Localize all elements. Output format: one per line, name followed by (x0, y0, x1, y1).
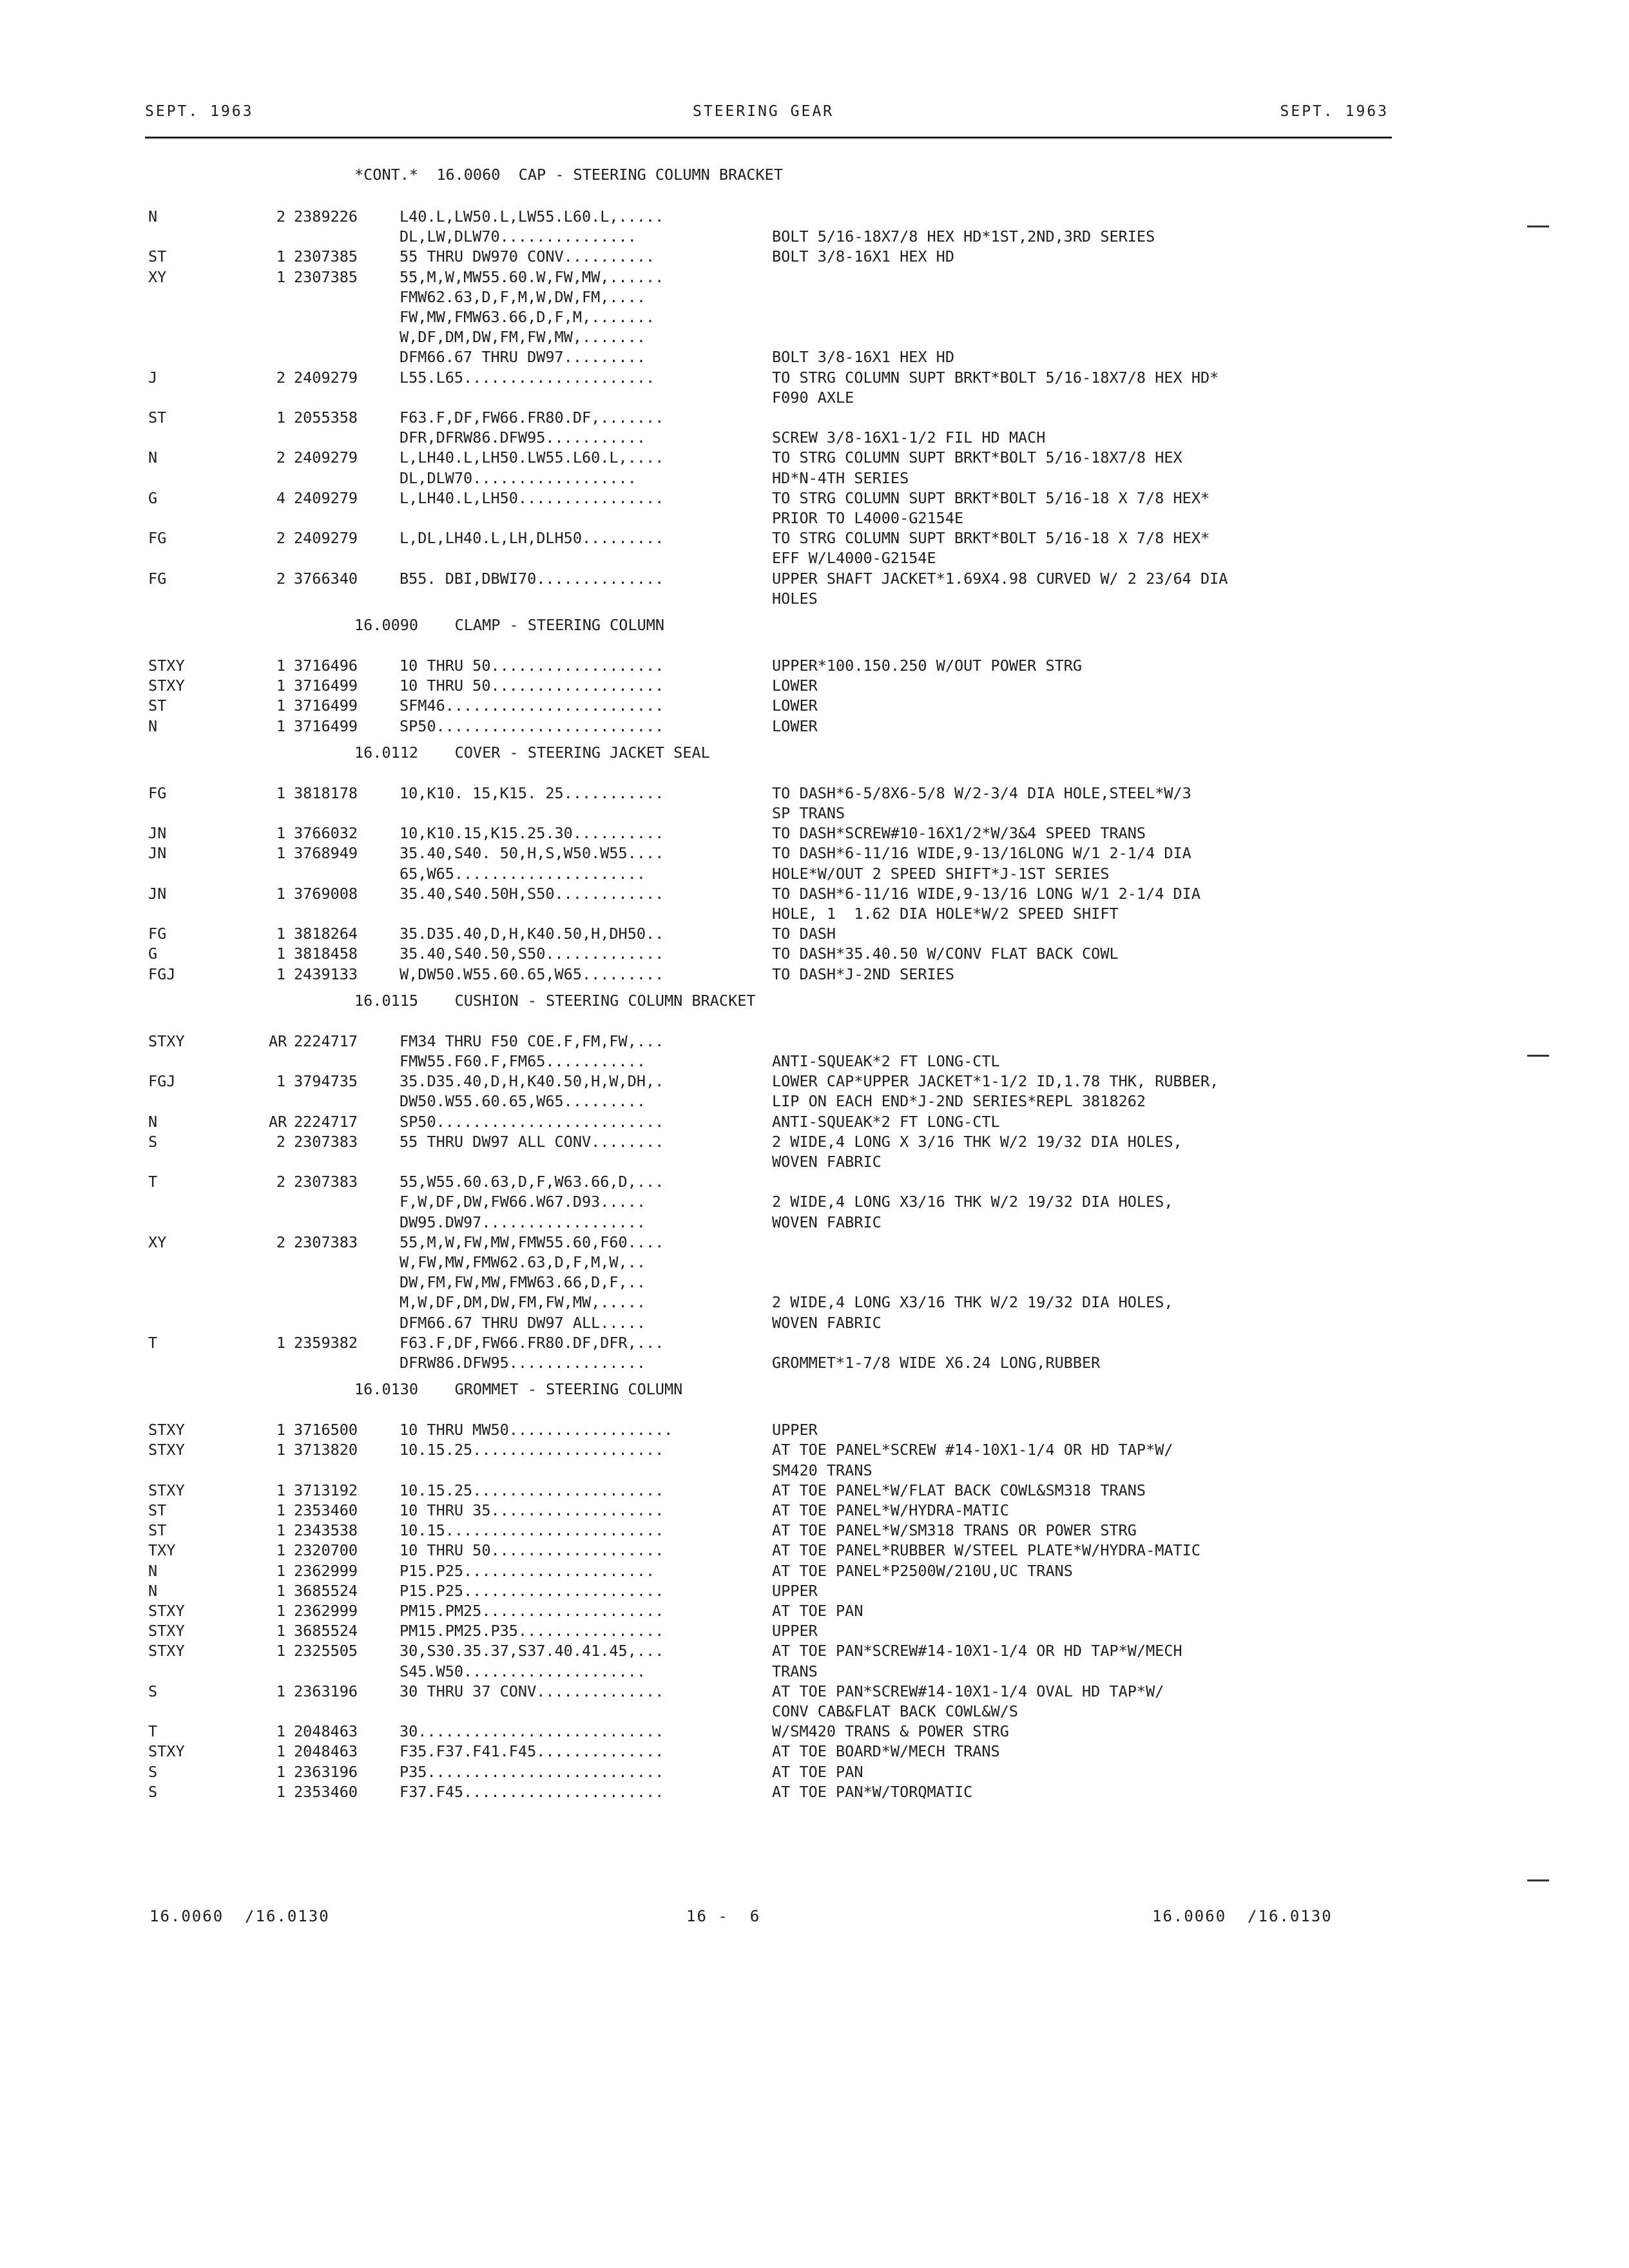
section-heading: 16.0090 CLAMP - STEERING COLUMN (354, 616, 665, 634)
quantity: 1 (276, 945, 285, 963)
model-application: W,FW,MW,FMW62.63,D,F,M,W,.. (400, 1253, 646, 1271)
model-application: PM15.PM25.P35................ (400, 1622, 664, 1640)
model-application: 55,W55.60.63,D,F,W63.66,D,... (400, 1173, 664, 1191)
model-application: 30........................... (400, 1722, 664, 1741)
part-description: EFF W/L4000-G2154E (772, 549, 936, 568)
part-number: 3794735 (294, 1072, 358, 1091)
part-description: AT TOE PAN*W/TORQMATIC (772, 1782, 973, 1801)
part-number: 3685524 (294, 1622, 358, 1640)
model-application: L55.L65..................... (400, 368, 655, 387)
model-code: S (148, 1762, 158, 1781)
model-application: 10 THRU MW50.................. (400, 1421, 673, 1439)
part-description: GROMMET*1-7/8 WIDE X6.24 LONG,RUBBER (772, 1354, 1101, 1372)
part-description: SM420 TRANS (772, 1461, 872, 1479)
model-application: 10.15.25..................... (400, 1441, 664, 1459)
model-application: DL,DLW70.................. (400, 468, 637, 487)
part-number: 2307383 (294, 1233, 358, 1251)
model-application: 35.40,S40.50H,S50............ (400, 884, 664, 903)
model-code: S (148, 1682, 158, 1700)
model-code: G (148, 945, 158, 963)
part-number: 2409279 (294, 448, 358, 467)
model-application: B55. DBI,DBWI70.............. (400, 569, 664, 588)
part-description: AT TOE BOARD*W/MECH TRANS (772, 1742, 1000, 1761)
part-description: AT TOE PANEL*W/FLAT BACK COWL&SM318 TRANS (772, 1481, 1146, 1499)
quantity: 1 (276, 716, 285, 735)
model-application: 30,S30.35.37,S37.40.41.45,... (400, 1642, 664, 1660)
part-number: 2055358 (294, 408, 358, 427)
part-description: TO STRG COLUMN SUPT BRKT*BOLT 5/16-18 X 7/8 HEX* (772, 488, 1210, 507)
part-description: AT TOE PANEL*RUBBER W/STEEL PLATE*W/HYDRA-MATIC (772, 1541, 1200, 1560)
part-description: TRANS (772, 1662, 818, 1680)
section-heading: 16.0130 GROMMET - STEERING COLUMN (354, 1380, 683, 1399)
quantity: 1 (276, 1541, 285, 1560)
model-application: F,W,DF,DW,FW66.W67.D93..... (400, 1193, 646, 1211)
model-code: T (148, 1333, 158, 1352)
part-number: 3768949 (294, 844, 358, 863)
part-description: AT TOE PAN (772, 1762, 863, 1781)
part-description: BOLT 3/8-16X1 HEX HD (772, 348, 954, 367)
part-description: AT TOE PAN*SCREW#14-10X1-1/4 OR HD TAP*W/MECH (772, 1642, 1182, 1660)
model-application: P15.P25...................... (400, 1581, 664, 1600)
part-description: TO DASH*35.40.50 W/CONV FLAT BACK COWL (772, 945, 1119, 963)
part-number: 2224717 (294, 1112, 358, 1131)
model-code: STXY (148, 1642, 185, 1660)
model-code: TXY (148, 1541, 176, 1560)
part-number: 3716496 (294, 657, 358, 675)
quantity: 1 (276, 1561, 285, 1580)
part-description: 2 WIDE,4 LONG X3/16 THK W/2 19/32 DIA HOLES, (772, 1193, 1173, 1211)
model-application: SFM46........................ (400, 697, 664, 715)
model-code: N (148, 1112, 158, 1131)
part-number: 2307385 (294, 247, 358, 266)
part-number: 3685524 (294, 1581, 358, 1600)
part-number: 3716500 (294, 1421, 358, 1439)
model-code: STXY (148, 1441, 185, 1459)
part-description: UPPER*100.150.250 W/OUT POWER STRG (772, 657, 1083, 675)
margin-mark (1527, 1879, 1549, 1881)
model-code: G (148, 488, 158, 507)
quantity: 4 (276, 488, 285, 507)
part-description: UPPER (772, 1622, 818, 1640)
quantity: 1 (276, 844, 285, 863)
quantity: 1 (276, 677, 285, 695)
quantity: 1 (276, 884, 285, 903)
part-description: UPPER (772, 1421, 818, 1439)
quantity: 1 (276, 1333, 285, 1352)
margin-mark (1527, 226, 1549, 227)
part-number: 2320700 (294, 1541, 358, 1560)
model-code: STXY (148, 1742, 185, 1761)
section-heading: 16.0115 CUSHION - STEERING COLUMN BRACKET (354, 991, 756, 1010)
model-application: 10 THRU 50................... (400, 657, 664, 675)
header-rule (145, 137, 1392, 139)
model-application: 10,K10. 15,K15. 25........... (400, 783, 664, 802)
model-application: F63.F,DF,FW66.FR80.DF,....... (400, 408, 664, 427)
part-description: PRIOR TO L4000-G2154E (772, 509, 964, 527)
quantity: 2 (276, 569, 285, 588)
part-description: UPPER SHAFT JACKET*1.69X4.98 CURVED W/ 2 23/64 DIA (772, 569, 1228, 588)
model-application: FMW62.63,D,F,M,W,DW,FM,.... (400, 287, 646, 306)
model-application: DL,LW,DLW70............... (400, 227, 637, 246)
quantity: 2 (276, 368, 285, 387)
header-date-right: SEPT. 1963 (1280, 103, 1389, 120)
part-description: WOVEN FABRIC (772, 1213, 882, 1231)
part-number: 2362999 (294, 1561, 358, 1580)
model-code: STXY (148, 677, 185, 695)
model-code: S (148, 1132, 158, 1151)
part-number: 2353460 (294, 1501, 358, 1519)
model-application: 10 THRU 50................... (400, 1541, 664, 1560)
part-description: LOWER (772, 716, 818, 735)
part-description: TO DASH (772, 925, 836, 943)
part-number: 2307383 (294, 1132, 358, 1151)
model-code: STXY (148, 1032, 185, 1050)
quantity: 1 (276, 1481, 285, 1499)
model-application: DFM66.67 THRU DW97......... (400, 348, 646, 367)
quantity: 1 (276, 1782, 285, 1801)
part-description: LIP ON EACH END*J-2ND SERIES*REPL 3818262 (772, 1092, 1146, 1111)
part-description: TO DASH*SCREW#10-16X1/2*W/3&4 SPEED TRANS (772, 824, 1146, 843)
model-application: FM34 THRU F50 COE.F,FM,FW,... (400, 1032, 664, 1050)
model-code: S (148, 1782, 158, 1801)
quantity: 1 (276, 1421, 285, 1439)
model-code: JN (148, 844, 167, 863)
model-code: FG (148, 569, 167, 588)
part-number: 3766032 (294, 824, 358, 843)
section-heading: 16.0112 COVER - STEERING JACKET SEAL (354, 743, 710, 762)
model-application: 10,K10.15,K15.25.30.......... (400, 824, 664, 843)
model-application: 10 THRU 50................... (400, 677, 664, 695)
part-number: 2343538 (294, 1521, 358, 1540)
model-application: 30 THRU 37 CONV.............. (400, 1682, 664, 1700)
part-number: 2307385 (294, 267, 358, 286)
model-application: SP50......................... (400, 1112, 664, 1131)
footer-range-right: 16.0060 /16.0130 (1152, 1907, 1333, 1925)
part-description: AT TOE PANEL*W/HYDRA-MATIC (772, 1501, 1009, 1519)
part-description: LOWER CAP*UPPER JACKET*1-1/2 ID,1.78 THK, RUBBER, (772, 1072, 1219, 1091)
part-description: HD*N-4TH SERIES (772, 468, 909, 487)
model-code: FG (148, 529, 167, 548)
part-description: TO DASH*6-11/16 WIDE,9-13/16 LONG W/1 2-1/4 DIA (772, 884, 1200, 903)
part-number: 3818458 (294, 945, 358, 963)
part-description: BOLT 5/16-18X7/8 HEX HD*1ST,2ND,3RD SERIES (772, 227, 1155, 246)
model-application: 10.15........................ (400, 1521, 664, 1540)
quantity: 2 (276, 1173, 285, 1191)
model-application: F35.F37.F41.F45.............. (400, 1742, 664, 1761)
quantity: 1 (276, 824, 285, 843)
model-application: 35.D35.40,D,H,K40.50,H,DH50.. (400, 925, 664, 943)
model-code: T (148, 1722, 158, 1741)
model-application: P15.P25..................... (400, 1561, 655, 1580)
part-number: 2048463 (294, 1722, 358, 1741)
part-number: 2353460 (294, 1782, 358, 1801)
model-application: DFR,DFRW86.DFW95........... (400, 428, 646, 447)
model-application: 55,M,W,FW,MW,FMW55.60,F60.... (400, 1233, 664, 1251)
quantity: 2 (276, 1132, 285, 1151)
model-code: N (148, 716, 158, 735)
model-code: ST (148, 408, 167, 427)
model-application: DFM66.67 THRU DW97 ALL..... (400, 1313, 646, 1332)
part-description: HOLE, 1 1.62 DIA HOLE*W/2 SPEED SHIFT (772, 905, 1119, 923)
section-heading: *CONT.* 16.0060 CAP - STEERING COLUMN BRACKET (354, 166, 783, 184)
quantity: 1 (276, 925, 285, 943)
quantity: 1 (276, 1501, 285, 1519)
model-code: ST (148, 1501, 167, 1519)
part-number: 2325505 (294, 1642, 358, 1660)
model-application: M,W,DF,DM,DW,FM,FW,MW,..... (400, 1293, 646, 1312)
model-application: F63.F,DF,FW66.FR80.DF,DFR,... (400, 1333, 664, 1352)
quantity: AR (269, 1032, 287, 1050)
part-description: SCREW 3/8-16X1-1/2 FIL HD MACH (772, 428, 1046, 447)
header-title: STEERING GEAR (693, 103, 834, 120)
quantity: 1 (276, 1642, 285, 1660)
quantity: AR (269, 1112, 287, 1131)
part-description: TO DASH*J-2ND SERIES (772, 965, 954, 983)
model-application: L,LH40.L,LH50.LW55.L60.L,.... (400, 448, 664, 467)
model-code: N (148, 448, 158, 467)
model-application: 55 THRU DW97 ALL CONV........ (400, 1132, 664, 1151)
part-number: 3818178 (294, 783, 358, 802)
part-description: BOLT 3/8-16X1 HEX HD (772, 247, 954, 266)
quantity: 1 (276, 1581, 285, 1600)
part-number: 2359382 (294, 1333, 358, 1352)
model-code: STXY (148, 657, 185, 675)
model-application: W,DF,DM,DW,FM,FW,MW,....... (400, 328, 646, 347)
part-description: HOLES (772, 589, 818, 608)
model-application: DW95.DW97.................. (400, 1213, 646, 1231)
part-number: 2409279 (294, 529, 358, 548)
model-code: N (148, 1581, 158, 1600)
quantity: 1 (276, 965, 285, 983)
model-code: ST (148, 697, 167, 715)
part-description: HOLE*W/OUT 2 SPEED SHIFT*J-1ST SERIES (772, 864, 1110, 883)
part-number: 3769008 (294, 884, 358, 903)
model-application: 10.15.25..................... (400, 1481, 664, 1499)
part-description: TO DASH*6-11/16 WIDE,9-13/16LONG W/1 2-1/4 DIA (772, 844, 1191, 863)
quantity: 1 (276, 408, 285, 427)
part-number: 3716499 (294, 677, 358, 695)
model-code: FGJ (148, 965, 176, 983)
model-code: XY (148, 1233, 167, 1251)
part-description: LOWER (772, 697, 818, 715)
model-application: S45.W50.................... (400, 1662, 646, 1680)
model-code: JN (148, 884, 167, 903)
model-application: DW,FM,FW,MW,FMW63.66,D,F,.. (400, 1273, 646, 1292)
model-code: J (148, 368, 158, 387)
part-number: 3716499 (294, 697, 358, 715)
part-number: 2048463 (294, 1742, 358, 1761)
quantity: 2 (276, 529, 285, 548)
part-description: AT TOE PANEL*W/SM318 TRANS OR POWER STRG (772, 1521, 1137, 1540)
footer-range-left: 16.0060 /16.0130 (149, 1907, 330, 1925)
quantity: 1 (276, 1682, 285, 1700)
part-number: 3716499 (294, 716, 358, 735)
model-application: DFRW86.DFW95............... (400, 1354, 646, 1372)
part-number: 3818264 (294, 925, 358, 943)
model-application: W,DW50.W55.60.65,W65......... (400, 965, 664, 983)
quantity: 2 (276, 448, 285, 467)
model-application: 35.40,S40. 50,H,S,W50.W55.... (400, 844, 664, 863)
model-application: 55 THRU DW970 CONV.......... (400, 247, 655, 266)
part-number: 2363196 (294, 1682, 358, 1700)
part-number: 3713820 (294, 1441, 358, 1459)
part-number: 2362999 (294, 1602, 358, 1620)
model-code: ST (148, 247, 167, 266)
part-description: CONV CAB&FLAT BACK COWL&W/S (772, 1702, 1019, 1720)
header-date-left: SEPT. 1963 (145, 103, 254, 120)
part-description: TO DASH*6-5/8X6-5/8 W/2-3/4 DIA HOLE,STEEL*W/3 (772, 783, 1191, 802)
part-number: 2409279 (294, 368, 358, 387)
quantity: 1 (276, 1072, 285, 1091)
part-description: AT TOE PAN*SCREW#14-10X1-1/4 OVAL HD TAP*W/ (772, 1682, 1164, 1700)
model-application: F37.F45...................... (400, 1782, 664, 1801)
model-code: FG (148, 783, 167, 802)
part-description: WOVEN FABRIC (772, 1153, 882, 1171)
quantity: 1 (276, 1742, 285, 1761)
model-code: T (148, 1173, 158, 1191)
model-code: STXY (148, 1602, 185, 1620)
model-code: STXY (148, 1481, 185, 1499)
model-code: XY (148, 267, 167, 286)
quantity: 1 (276, 783, 285, 802)
part-description: W/SM420 TRANS & POWER STRG (772, 1722, 1009, 1741)
part-number: 2224717 (294, 1032, 358, 1050)
model-application: FMW55.F60.F,FM65........... (400, 1052, 646, 1070)
model-application: L,DL,LH40.L,LH,DLH50......... (400, 529, 664, 548)
quantity: 1 (276, 1441, 285, 1459)
model-code: N (148, 1561, 158, 1580)
model-application: FW,MW,FMW63.66,D,F,M,....... (400, 308, 655, 326)
quantity: 1 (276, 697, 285, 715)
model-application: L,LH40.L,LH50................ (400, 488, 664, 507)
model-application: DW50.W55.60.65,W65......... (400, 1092, 646, 1111)
model-application: 65,W65..................... (400, 864, 646, 883)
quantity: 2 (276, 1233, 285, 1251)
model-code: FG (148, 925, 167, 943)
part-description: UPPER (772, 1581, 818, 1600)
model-code: STXY (148, 1421, 185, 1439)
part-description: WOVEN FABRIC (772, 1313, 882, 1332)
quantity: 1 (276, 657, 285, 675)
model-application: 35.40,S40.50,S50............. (400, 945, 664, 963)
part-number: 2439133 (294, 965, 358, 983)
part-description: ANTI-SQUEAK*2 FT LONG-CTL (772, 1112, 1000, 1131)
quantity: 1 (276, 1622, 285, 1640)
part-description: AT TOE PAN (772, 1602, 863, 1620)
quantity: 1 (276, 1722, 285, 1741)
quantity: 1 (276, 247, 285, 266)
part-description: TO STRG COLUMN SUPT BRKT*BOLT 5/16-18 X 7/8 HEX* (772, 529, 1210, 548)
part-number: 2363196 (294, 1762, 358, 1781)
model-application: P35.......................... (400, 1762, 664, 1781)
model-code: N (148, 207, 158, 226)
part-description: AT TOE PANEL*P2500W/210U,UC TRANS (772, 1561, 1073, 1580)
footer-page-number: 16 - 6 (686, 1907, 761, 1925)
part-description: F090 AXLE (772, 388, 854, 407)
quantity: 1 (276, 1762, 285, 1781)
part-number: 2307383 (294, 1173, 358, 1191)
quantity: 1 (276, 267, 285, 286)
margin-mark (1527, 1055, 1549, 1057)
part-number: 2389226 (294, 207, 358, 226)
model-code: ST (148, 1521, 167, 1540)
quantity: 1 (276, 1521, 285, 1540)
model-application: 55,M,W,MW55.60.W,FW,MW,...... (400, 267, 664, 286)
model-code: STXY (148, 1622, 185, 1640)
quantity: 1 (276, 1602, 285, 1620)
part-description: 2 WIDE,4 LONG X3/16 THK W/2 19/32 DIA HOLES, (772, 1293, 1173, 1312)
model-code: FGJ (148, 1072, 176, 1091)
quantity: 2 (276, 207, 285, 226)
part-number: 2409279 (294, 488, 358, 507)
part-description: AT TOE PANEL*SCREW #14-10X1-1/4 OR HD TAP*W/ (772, 1441, 1173, 1459)
part-description: 2 WIDE,4 LONG X 3/16 THK W/2 19/32 DIA HOLES, (772, 1132, 1182, 1151)
part-number: 3713192 (294, 1481, 358, 1499)
model-application: SP50......................... (400, 716, 664, 735)
part-description: SP TRANS (772, 804, 845, 822)
model-code: JN (148, 824, 167, 843)
model-application: 10 THRU 35................... (400, 1501, 664, 1519)
model-application: L40.L,LW50.L,LW55.L60.L,..... (400, 207, 664, 226)
part-description: ANTI-SQUEAK*2 FT LONG-CTL (772, 1052, 1000, 1070)
part-description: LOWER (772, 677, 818, 695)
part-number: 3766340 (294, 569, 358, 588)
model-application: 35.D35.40,D,H,K40.50,H,W,DH,. (400, 1072, 664, 1091)
model-application: PM15.PM25.................... (400, 1602, 664, 1620)
part-description: TO STRG COLUMN SUPT BRKT*BOLT 5/16-18X7/8 HEX HD* (772, 368, 1219, 387)
part-description: TO STRG COLUMN SUPT BRKT*BOLT 5/16-18X7/8 HEX (772, 448, 1182, 467)
